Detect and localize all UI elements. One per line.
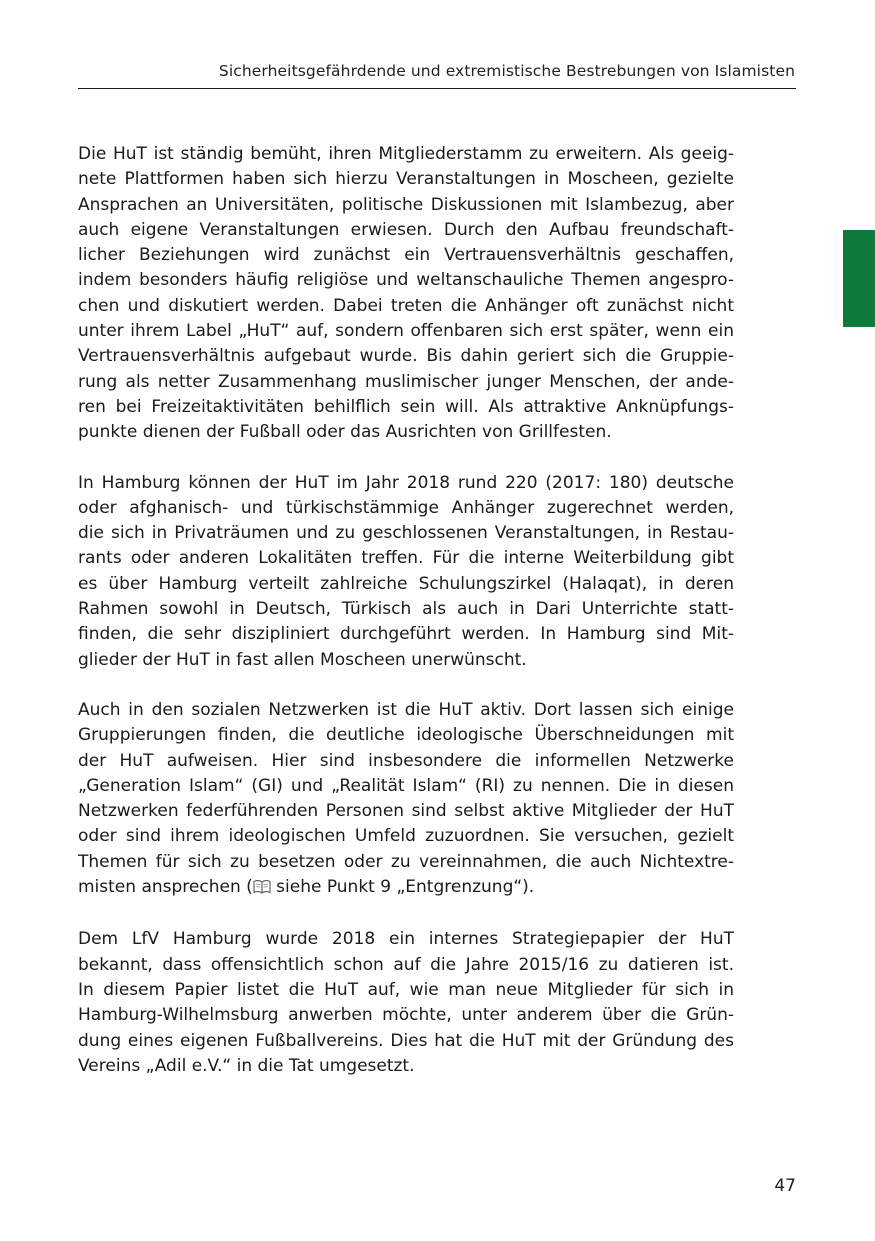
body-text — [78, 142, 734, 1104]
text-line: punkte dienen der Fußball oder das Ausrichten von Grillfesten. — [78, 422, 612, 443]
text-line: der HuT aufweisen. Hier sind insbesondere die informellen Netzwerke — [78, 750, 734, 771]
chapter-marker-tab — [843, 230, 875, 327]
text-line: In Hamburg können der HuT im Jahr 2018 rund 220 (2017: 180) deutsche — [78, 472, 734, 493]
text-line: indem besonders häufig religiöse und weltanschauliche Themen angespro- — [78, 270, 734, 291]
text-line: rung als netter Zusammenhang muslimischer junger Menschen, der ande- — [78, 371, 734, 392]
page-number: 47 — [774, 1176, 796, 1196]
paragraph-4 — [78, 927, 734, 1079]
text-line: die sich in Privaträumen und zu geschlossenen Veranstaltungen, in Restau- — [78, 523, 734, 544]
text-line: „Generation Islam“ (GI) und „Realität Islam“ (RI) zu nennen. Die in diesen — [78, 775, 734, 796]
text-line: licher Beziehungen wird zunächst ein Vertrauensverhältnis geschaffen, — [78, 245, 734, 266]
text-line: Vertrauensverhältnis aufgebaut wurde. Bis dahin geriert sich die Gruppie- — [78, 346, 734, 367]
text-line: unter ihrem Label „HuT“ auf, sondern offenbaren sich erst später, wenn ein — [78, 321, 734, 342]
text-line: auch eigene Veranstaltungen erwiesen. Durch den Aufbau freundschaft- — [78, 219, 734, 240]
paragraph-2 — [78, 471, 734, 673]
text-line: nete Plattformen haben sich hierzu Veranstaltungen in Moscheen, gezielte — [78, 169, 734, 190]
header-rule — [78, 88, 796, 89]
paragraph-3 — [78, 698, 734, 902]
text-line: chen und diskutiert werden. Dabei treten die Anhänger oft zunächst nicht — [78, 295, 734, 316]
text-fragment: siehe Punkt 9 „Entgrenzung“). — [270, 877, 535, 898]
text-line-with-reference — [78, 875, 734, 902]
text-line: dung eines eigenen Fußballvereins. Dies hat die HuT mit der Gründung des — [78, 1030, 734, 1051]
text-line: Dem LfV Hamburg wurde 2018 ein internes Strategiepapier der HuT — [78, 929, 734, 950]
book-icon — [253, 877, 271, 902]
text-line: In diesem Papier listet die HuT auf, wie man neue Mitglieder für sich in — [78, 979, 734, 1000]
text-line: Hamburg-Wilhelmsburg anwerben möchte, unter anderem über die Grün- — [78, 1005, 734, 1026]
text-line: Rahmen sowohl in Deutsch, Türkisch als auch in Dari Unterrichte statt- — [78, 599, 734, 620]
text-line: rants oder anderen Lokalitäten treffen. Für die interne Weiterbildung gibt — [78, 548, 734, 569]
paragraph-1 — [78, 142, 734, 446]
text-line: oder sind ihrem ideologischen Umfeld zuzuordnen. Sie versuchen, gezielt — [78, 826, 734, 847]
text-line: Ansprachen an Universitäten, politische Diskussionen mit Islambezug, aber — [78, 194, 734, 215]
text-line: finden, die sehr diszipliniert durchgeführt werden. In Hamburg sind Mit- — [78, 624, 734, 645]
text-line: Gruppierungen finden, die deutliche ideologische Überschneidungen mit — [78, 725, 734, 746]
text-line: Auch in den sozialen Netzwerken ist die HuT aktiv. Dort lassen sich einige — [78, 699, 734, 720]
text-line: oder afghanisch- und türkischstämmige Anhänger zugerechnet werden, — [78, 497, 734, 518]
text-line: Themen für sich zu besetzen oder zu vereinnahmen, die auch Nichtextre- — [78, 851, 734, 872]
text-line: ren bei Freizeitaktivitäten behilflich sein will. Als attraktive Anknüpfungs- — [78, 396, 734, 417]
text-line: bekannt, dass offensichtlich schon auf die Jahre 2015/16 zu datieren ist. — [78, 954, 734, 975]
running-header: Sicherheitsgefährdende und extremistische Bestrebungen von Islamisten — [218, 62, 795, 80]
text-fragment: misten ansprechen ( — [78, 877, 253, 898]
text-line: Vereins „Adil e.V.“ in die Tat umgesetzt. — [78, 1055, 415, 1076]
text-line: Die HuT ist ständig bemüht, ihren Mitgliederstamm zu erweitern. Als geeig- — [78, 144, 734, 164]
text-line: es über Hamburg verteilt zahlreiche Schulungszirkel (Halaqat), in deren — [78, 573, 734, 594]
text-line: Netzwerken federführenden Personen sind selbst aktive Mitglieder der HuT — [78, 801, 734, 822]
text-line: glieder der HuT in fast allen Moscheen unerwünscht. — [78, 649, 527, 670]
